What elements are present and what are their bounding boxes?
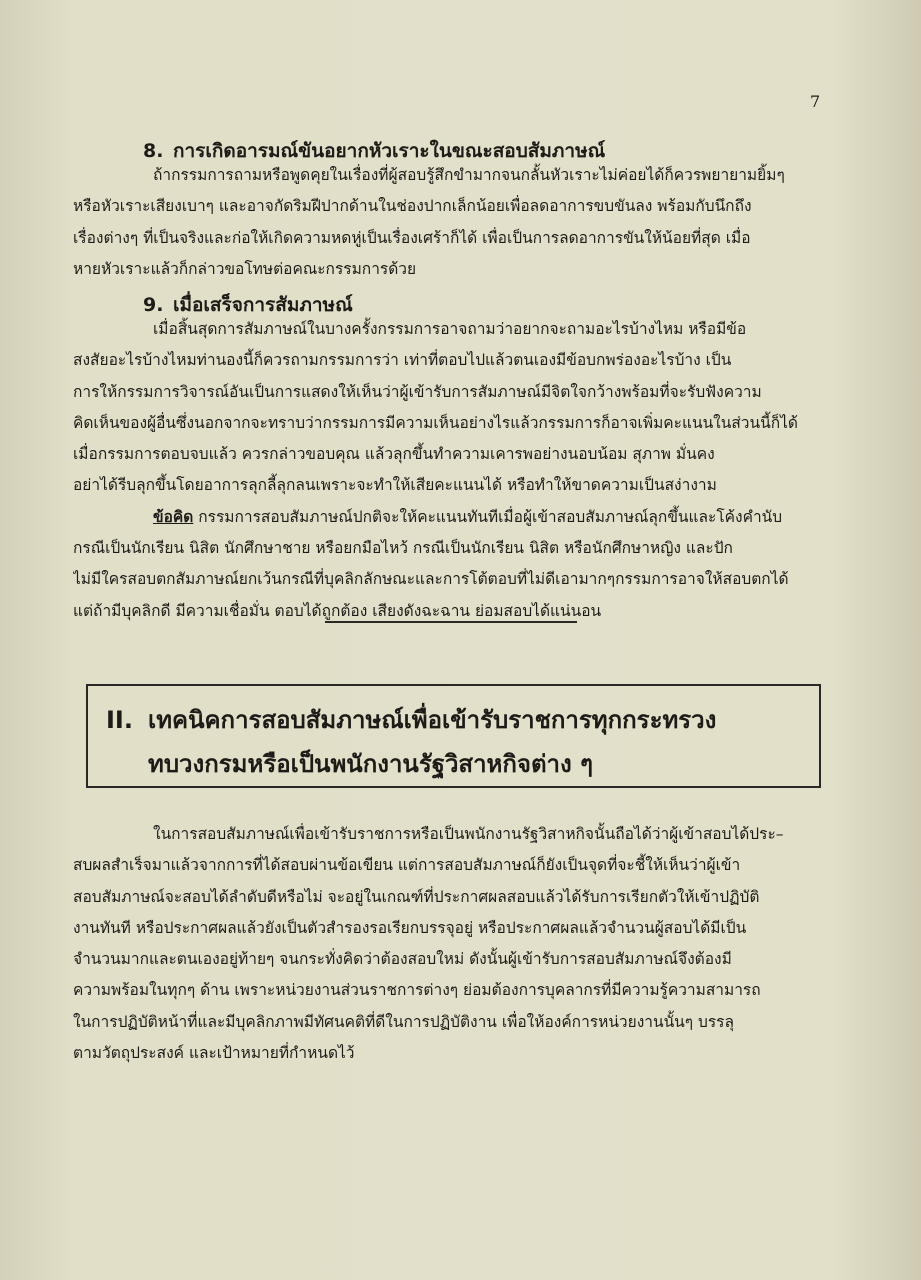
paragraph-line: ตามวัตถุประสงค์ และเป้าหมายที่กำหนดไว้ — [73, 1044, 355, 1063]
paragraph-line: ถ้ากรรมการถามหรือพูดคุยในเรื่องที่ผู้สอบรู้สึกขำมากจนกลั้นหัวเราะไม่ค่อยได้ก็ควรพยายามยิ้มๆ — [153, 166, 785, 184]
paragraph-line: งานทันที หรือประกาศผลแล้วยังเป็นตัวสำรองรอเรียกบรรจุอยู่ หรือประกาศผลแล้วจำนวนผู้สอบได้มีเป็น — [73, 918, 747, 937]
part-2-title-line-1 — [106, 698, 806, 742]
part-2-roman-numeral: II. — [106, 706, 133, 734]
section-8-title: การเกิดอารมณ์ขันอยากหัวเราะในขณะสอบสัมภาษณ์ — [173, 140, 606, 162]
paragraph-line: สงสัยอะไรบ้างไหมท่านองนี้ก็ควรถามกรรมการว่า เท่าที่ตอบไปแล้วตนเองมีข้อบกพร่องอะไรบ้าง เป็น — [73, 351, 732, 370]
paragraph-line: ในการปฏิบัติหน้าที่และมีบุคลิกภาพมีทัศนคติที่ดีในการปฏิบัติงาน เพื่อให้องค์การหน่วยงานนั้นๆ บรรลุ — [73, 1012, 734, 1031]
paragraph-line: แต่ถ้ามีบุคลิกดี มีความเชื่อมั่น ตอบได้ถูกต้อง เสียงดังฉะฉาน ย่อมสอบได้แน่นอน — [73, 601, 602, 620]
paragraph-line: หรือหัวเราะเสียงเบาๆ และอาจกัดริมฝีปากด้านในช่องปากเล็กน้อยเพื่อลดอาการขบขันลง พร้อมกับนึกถึง — [73, 197, 752, 216]
note-label: ข้อคิด — [153, 507, 194, 526]
paragraph-line: สบผลสำเร็จมาแล้วจากการที่ได้สอบผ่านข้อเขียน แต่การสอบสัมภาษณ์ก็ยังเป็นจุดที่จะชี้ให้เห็นว่าผู้เข้า — [73, 856, 741, 875]
page-number: 7 — [810, 92, 821, 111]
section-8-number: 8. — [143, 140, 164, 162]
paragraph-line: หายหัวเราะแล้วก็กล่าวขอโทษต่อคณะกรรมการด้วย — [73, 259, 417, 278]
part-2-paragraph — [73, 819, 819, 1069]
section-9-title: เมื่อเสร็จการสัมภาษณ์ — [173, 294, 353, 316]
part-2-title-line-2: ทบวงกรมหรือเป็นพนักงานรัฐวิสาหกิจต่าง ๆ — [148, 750, 593, 778]
paragraph-line: เมื่อกรรมการตอบจบแล้ว ควรกล่าวขอบคุณ แล้วลุกขึ้นทำความเคารพอย่างนอบน้อม สุภาพ มั่นคง — [73, 445, 715, 464]
part-2-title — [106, 698, 806, 786]
paragraph-line: จำนวนมากและตนเองอยู่ท้ายๆ จนกระทั่งคิดว่าต้องสอบใหม่ ดังนั้นผู้เข้ารับการสอบสัมภาษณ์จึงต้องมี — [73, 950, 732, 969]
paragraph-line: การให้กรรมการวิจารณ์อันเป็นการแสดงให้เห็นว่าผู้เข้ารับการสัมภาษณ์มีจิตใจกว้างพร้อมที่จะรับฟังความ — [73, 382, 762, 401]
paragraph-line: ไม่มีใครสอบตกสัมภาษณ์ยกเว้นกรณีที่บุคลิกลักษณะและการโต้ตอบที่ไม่ดีเอามากๆกรรมการอาจให้สอบตกได้ — [73, 570, 789, 589]
section-9-number: 9. — [143, 294, 164, 316]
section-8-paragraph — [73, 160, 819, 285]
paragraph-line: อย่าได้รีบลุกขึ้นโดยอาการลุกลี้ลุกลนเพราะจะทำให้เสียคะแนนได้ หรือทำให้ขาดความเป็นสง่างาม — [73, 476, 717, 495]
note-first-line — [73, 502, 819, 533]
paragraph-line: เรื่องต่างๆ ที่เป็นจริงและก่อให้เกิดความหดหู่เป็นเรื่องเศร้าก็ได้ เพื่อเป็นการลดอาการขันให้น้อยที่สุด เมื่อ — [73, 228, 751, 247]
paragraph-line: เมื่อสิ้นสุดการสัมภาษณ์ในบางครั้งกรรมการอาจถามว่าอยากจะถามอะไรบ้างไหม หรือมีข้อ — [153, 320, 747, 338]
paragraph-line: สอบสัมภาษณ์จะสอบได้ลำดับดีหรือไม่ จะอยู่ในเกณฑ์ที่ประกาศผลสอบแล้วได้รับการเรียกตัวให้เข้าปฏิบัติ — [73, 887, 760, 906]
part-2-title-box — [86, 684, 821, 788]
part-2-title-text-1: เทคนิคการสอบสัมภาษณ์เพื่อเข้ารับราชการทุกกระทรวง — [148, 706, 717, 734]
paragraph-line: คิดเห็นของผู้อื่นซึ่งนอกจากจะทราบว่ากรรมการมีความเห็นอย่างไรแล้วกรรมการก็อาจเพิ่มคะแนนในส่วนนี้ก็ได้ — [73, 413, 798, 432]
note-text: กรรมการสอบสัมภาษณ์ปกติจะให้คะแนนทันทีเมื่อผู้เข้าสอบสัมภาษณ์ลุกขึ้นและโค้งคำนับ — [193, 507, 783, 526]
section-divider — [325, 621, 577, 623]
section-9-paragraph — [73, 314, 819, 627]
paragraph-line: ในการสอบสัมภาษณ์เพื่อเข้ารับราชการหรือเป็นพนักงานรัฐวิสาหกิจนั้นถือได้ว่าผู้เข้าสอบได้ประ– — [153, 825, 784, 843]
paragraph-line: ความพร้อมในทุกๆ ด้าน เพราะหน่วยงานส่วนราชการต่างๆ ย่อมต้องการบุคลากรที่มีความรู้ความสามารถ — [73, 981, 761, 1000]
paragraph-line: กรณีเป็นนักเรียน นิสิต นักศึกษาชาย หรือยกมือไหว้ กรณีเป็นนักเรียน นิสิต หรือนักศึกษาหญิง และปัก — [73, 539, 733, 558]
